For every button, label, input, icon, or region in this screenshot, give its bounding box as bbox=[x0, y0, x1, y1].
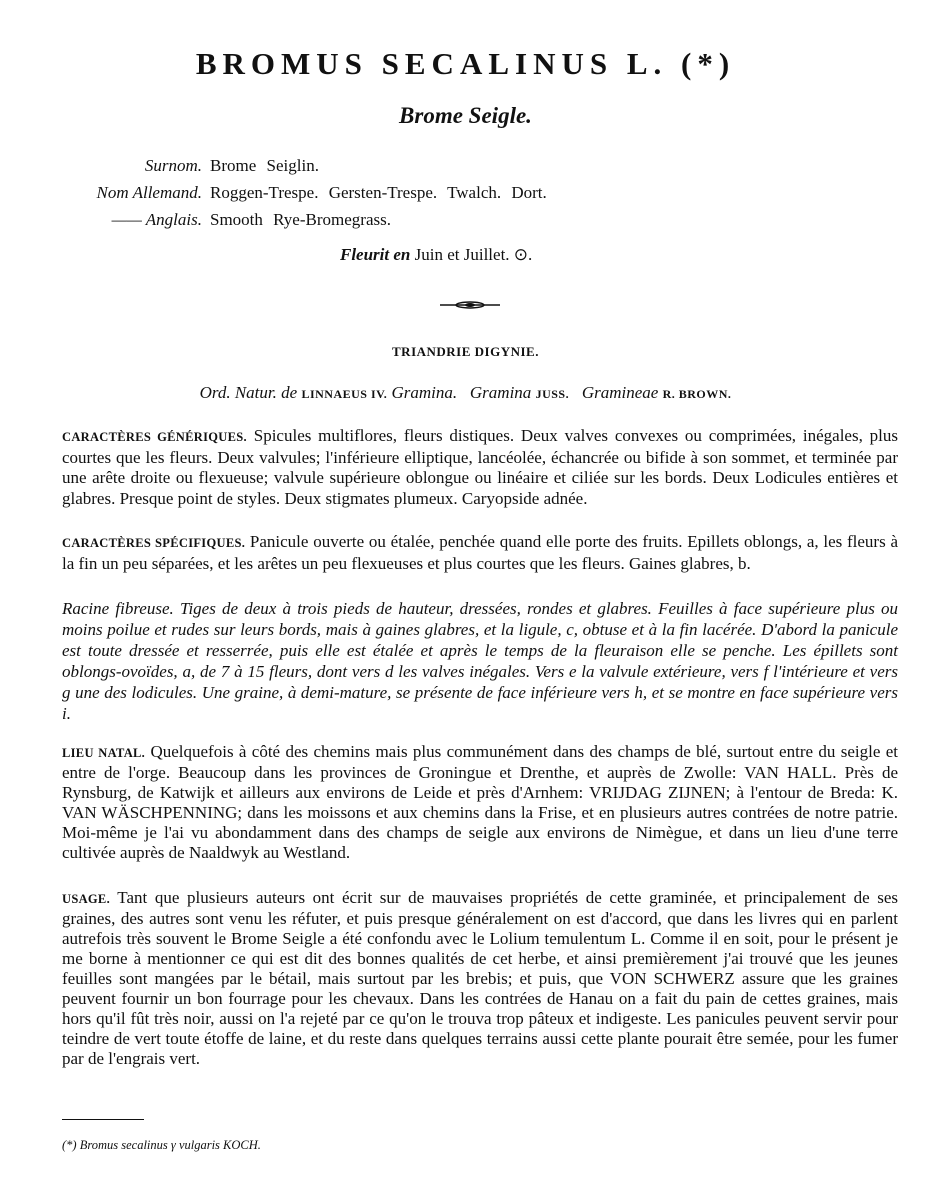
section-heading: USAGE. bbox=[62, 892, 110, 906]
section-heading: CARACTÈRES SPÉCIFIQUES. bbox=[62, 536, 246, 550]
section-text: Spicules multiflores, fleurs distiques. Deux valves convexes ou comprimées, inégales, plus courtes que les fleurs. Deux valvules; l'inférieure elliptique, lancéolée, échancrée ou bifide à son sommet, et terminée par une arête droite ou flexueuse; valvule supérieure oblongue ou linéaire et ciliée sur les bords. Deux Lodicules entières et glabres. Presque point de styles. Deux stigmates plumeux. Caryopside adnée. bbox=[62, 426, 899, 508]
name-label: Surnom. bbox=[144, 156, 202, 175]
generic-characters bbox=[62, 426, 898, 509]
name-value: Brome Seiglin. bbox=[210, 156, 319, 175]
name-value: Roggen-Trespe. Gersten-Trespe. Twalch. Dort. bbox=[210, 183, 547, 202]
flowering-text: Juin et Juillet. ⊙. bbox=[414, 245, 533, 264]
name-value: Smooth Rye-Bromegrass. bbox=[210, 210, 391, 229]
name-label: Nom Allemand. bbox=[96, 183, 202, 202]
footnote: (*) Bromus secalinus γ vulgaris KOCH. bbox=[62, 1138, 261, 1152]
section-heading: LIEU NATAL. bbox=[62, 746, 146, 760]
usage-section bbox=[62, 888, 898, 1069]
names-row bbox=[62, 179, 547, 206]
names-row bbox=[62, 152, 547, 179]
specific-characters bbox=[62, 532, 898, 574]
order-part: Gramina. bbox=[391, 383, 458, 402]
order-part: Ord. Natur. de bbox=[199, 383, 298, 402]
footnote-rule bbox=[62, 1119, 144, 1120]
plant-description: Racine fibreuse. Tiges de deux à trois pieds de hauteur, dressées, rondes et glabres. Feuilles à face supérieure plus ou moins poilue et rudes sur leurs bords, mais à gaines glabres, et la ligule, c, obtuse et à la fin lacérée. D'abord la panicule est toute dressée et resserrée, puis elle est étalée et après le temps de la fleuraison elle se penche. Les épillets sont oblongs-ovoïdes, a, de 7 à 15 fleurs, dont vers d les valves inégales. Vers e la valvule extérieure, vers f l'intérieure et vers g une des lodicules. Une graine, à demi-mature, se présente de face inférieure vers h, et se montre en face supérieure vers i. bbox=[62, 599, 898, 723]
flowering-label: Fleurit en bbox=[340, 245, 411, 264]
order-part: LINNAEUS IV. bbox=[301, 387, 388, 401]
section-text: Quelquefois à côté des chemins mais plus communément dans des champs de blé, surtout entre du seigle et entre de l'orge. Beaucoup dans les provinces de Groningue et Drenthe, et auprès de Zwolle: VAN HALL. Près de Rynsburg, de Katwijk et ailleurs aux environs de Leide et près d'Arnhem: VRIJDAG ZIJNEN; à l'entour de Breda: K. VAN WÄSCHPENNING; dans les moissons et aux chemins dans la Frise, et en plusieurs autres contrées de notre patrie. Moi-même je l'ai vu abondamment dans des champs de seigle aux environs de Nimègue, et dans un lieu d'une terre cultivée auprès de Naaldwyk au Westland. bbox=[62, 742, 898, 862]
section-text: Panicule ouverte ou étalée, penchée quand elle porte des fruits. Epillets oblongs, a, les fleurs à la fin un peu séparées, et les arêtes un peu flexueuses et plus courtes que les fleurs. Gaines glabres, b. bbox=[62, 532, 899, 573]
section-text: Tant que plusieurs auteurs ont écrit sur de mauvaises propriétés de cette graminée, et principalement de ses graines, des autres sont venu les réfuter, et puis presque généralement on est d'accord, que dans les livres qui en parlent autrefois très souvent le Brome Seigle a été confondu avec le Lolium temulentum L. Comme il en soit, pour le présent je me borne à mentionner ce qui est dit des bonnes qualités de cet herbe, et ainsi premièrement j'ai trouvé que les jeunes feuilles sont mangées par le bétail, mais surtout par les brebis; et puis, que VON SCHWERZ assure que les graines peuvent fournir un bon fourrage pour les chevaux. Dans les contrées de Hanau on a fait du pain de cettes graines, mais hors qu'il fût très noir, aussi on l'a rejeté par ce qu'on le trouva trop pâteux et indigeste. Les panicules peuvent servir pour teindre de vert toute étoffe de laine, et du reste dans quelques terrains aussi cette plante pourait être semée, pour les fumer par de l'engrais vert. bbox=[62, 888, 898, 1068]
page-subtitle: Brome Seigle. bbox=[399, 103, 532, 128]
section-heading: CARACTÈRES GÉNÉRIQUES. bbox=[62, 430, 247, 444]
ornament-divider bbox=[440, 300, 500, 310]
common-names bbox=[62, 152, 547, 233]
natural-order-line bbox=[0, 383, 931, 403]
habitat-section bbox=[62, 742, 898, 863]
order-part: JUSS. bbox=[535, 387, 570, 401]
flowering-line bbox=[340, 245, 532, 265]
order-part: Gramineae bbox=[581, 383, 659, 402]
order-part: Gramina bbox=[469, 383, 532, 402]
names-row bbox=[62, 206, 547, 233]
page-title: BROMUS SECALINUS L. (*) bbox=[195, 46, 736, 81]
name-label: —— Anglais. bbox=[111, 210, 202, 229]
linnaean-class: TRIANDRIE DIGYNIE. bbox=[392, 344, 539, 359]
order-part: R. BROWN. bbox=[662, 387, 732, 401]
